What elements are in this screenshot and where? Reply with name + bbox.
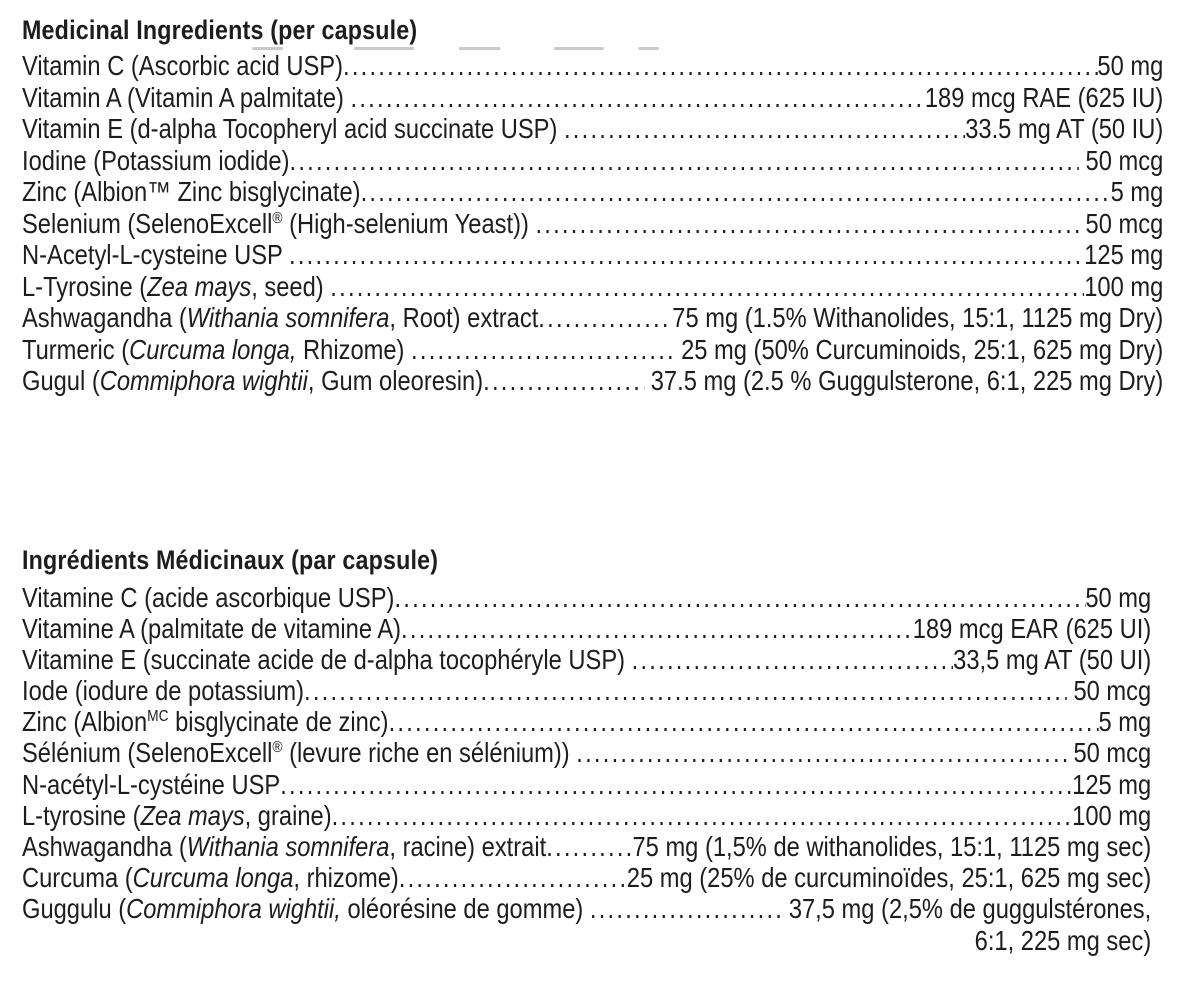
dot-leader <box>280 769 1072 800</box>
ingredient-amount: 100 mg <box>1072 799 1152 831</box>
ingredient-name <box>22 769 280 800</box>
ingredient-row <box>22 302 1163 334</box>
ingredient-name <box>22 334 411 366</box>
ingredient-amount: 189 mcg RAE (625 IU) <box>924 81 1164 113</box>
ingredient-name <box>22 208 535 240</box>
ingredient-text: Curcuma ( <box>22 862 133 894</box>
ingredient-amount: 75 mg (1.5% Withanolides, 15:1, 1125 mg Dry) <box>672 302 1164 333</box>
dot-leader <box>330 271 1084 303</box>
ingredient-name <box>22 893 590 924</box>
dot-leader <box>538 302 672 334</box>
ingredient-row <box>22 50 1163 82</box>
dot-leader <box>343 50 1097 82</box>
dot-leader <box>632 644 953 675</box>
ingredient-amount: 33.5 mg AT (50 IU) <box>965 113 1164 144</box>
ingredient-name <box>22 706 389 737</box>
ingredient-row <box>22 706 1151 737</box>
dot-leader <box>483 365 644 397</box>
ingredient-amount: 5 mg <box>1098 706 1152 738</box>
ingredient-amount: 125 mg <box>1084 239 1164 270</box>
ingredient-name <box>22 82 351 114</box>
section-medicinal-ingredients-en <box>22 14 1163 397</box>
dot-leader <box>590 893 782 924</box>
ingredient-row <box>22 82 1163 114</box>
dot-leader <box>332 800 1073 831</box>
ingredient-list-fr <box>22 582 1163 957</box>
ingredient-name <box>22 800 332 831</box>
ingredient-row <box>22 271 1163 303</box>
ingredient-amount: 50 mcg <box>1078 144 1164 176</box>
ingredient-amount: 33,5 mg AT (50 UI) <box>953 643 1152 675</box>
ingredient-text: Vitamin E (d-alpha Tocopheryl acid succinate USP) <box>22 113 564 144</box>
dot-leader <box>401 613 913 644</box>
ingredient-amount: 50 mcg <box>1078 207 1164 239</box>
ingredient-text: Vitamine C (acide ascorbique USP) <box>22 581 395 613</box>
ingredient-text: Iodine (Potassium iodide) <box>22 144 290 176</box>
ingredient-name <box>22 831 546 862</box>
species-name: Curcuma longa <box>132 862 294 894</box>
dot-leader <box>361 176 1111 208</box>
ingredient-name <box>22 113 564 145</box>
ingredient-row <box>22 644 1151 675</box>
ingredient-text: Iode (iodure de potassium) <box>22 675 304 707</box>
ingredient-text: oléorésine de gomme) <box>340 893 590 925</box>
ingredient-amount: 189 mcg EAR (625 UI) <box>912 612 1152 644</box>
ingredient-row <box>22 176 1163 208</box>
ingredient-row <box>22 582 1151 613</box>
ingredient-name <box>22 176 361 208</box>
ingredient-name <box>22 50 343 82</box>
dot-leader <box>399 862 627 893</box>
ingredient-text: Gugul ( <box>22 365 100 396</box>
ingredient-row <box>22 145 1163 177</box>
ingredient-amount: 37,5 mg (2,5% de guggulstérones, <box>782 893 1152 925</box>
ingredient-text: Vitamin A (Vitamin A palmitate) <box>22 81 351 113</box>
species-name: Withania somnifera <box>186 302 390 333</box>
ingredient-amount: 125 mg <box>1072 768 1152 800</box>
ingredient-name <box>22 145 289 177</box>
ingredient-text: Ashwagandha ( <box>22 831 187 862</box>
ingredient-row <box>22 831 1151 862</box>
dot-leader <box>289 239 1084 271</box>
ingredient-row <box>22 893 1151 924</box>
dot-leader <box>576 737 1067 768</box>
dot-leader <box>411 334 674 366</box>
print-artifact <box>233 47 681 52</box>
ingredient-text: , graine) <box>244 799 332 831</box>
dot-leader <box>394 582 1085 613</box>
species-name: Curcuma longa, <box>129 333 297 365</box>
ingredient-text: Zinc (Albion <box>22 706 148 738</box>
ingredient-text: Rhizome) <box>296 333 412 365</box>
species-name: Zea mays <box>147 270 252 302</box>
ingredient-name <box>22 582 394 613</box>
ingredient-text: , rhizome) <box>293 862 399 894</box>
ingredient-name <box>22 302 538 334</box>
ingredient-text: L-Tyrosine ( <box>22 270 148 302</box>
dot-leader <box>564 113 965 145</box>
ingredient-text: N-Acetyl-L-cysteine USP <box>22 239 289 270</box>
species-name: Commiphora wightii, <box>126 893 341 925</box>
ingredient-amount: 50 mcg <box>1066 737 1152 769</box>
ingredient-text: Vitamine A (palmitate de vitamine A) <box>22 612 402 644</box>
ingredient-amount: 75 mg (1,5% de withanolides, 15:1, 1125 mg sec) <box>632 831 1152 862</box>
species-name: Zea mays <box>140 799 245 831</box>
ingredient-name <box>22 675 304 706</box>
ingredient-amount-continued: 6:1, 225 mg sec) <box>974 924 1152 956</box>
ingredient-text: bisglycinate de zinc) <box>168 706 389 738</box>
ingredient-row <box>22 334 1163 366</box>
ingredient-text: , Gum oleoresin) <box>307 365 484 396</box>
dot-leader <box>546 831 632 862</box>
ingredient-text: , Root) extract <box>389 302 539 333</box>
trademark-symbol: ® <box>272 739 283 757</box>
ingredient-text: Zinc (Albion™ Zinc bisglycinate) <box>22 176 361 207</box>
ingredient-text: N-acétyl-L-cystéine USP <box>22 768 281 800</box>
species-name: Withania somnifera <box>186 831 390 862</box>
ingredient-row <box>22 862 1151 893</box>
ingredient-name <box>22 271 330 303</box>
ingredient-name <box>22 862 399 893</box>
ingredient-amount: 5 mg <box>1110 176 1164 207</box>
ingredient-row <box>22 113 1163 145</box>
ingredient-text: , racine) extrait <box>389 831 547 862</box>
ingredient-row <box>22 208 1163 240</box>
section-medicinal-ingredients-fr <box>22 544 1163 957</box>
ingredient-row <box>22 239 1163 271</box>
ingredient-name <box>22 365 483 397</box>
ingredient-amount: 25 mg (25% de curcuminoïdes, 25:1, 625 mg sec) <box>626 862 1152 894</box>
ingredient-row <box>22 737 1151 768</box>
ingredient-amount: 25 mg (50% Curcuminoids, 25:1, 625 mg Dry) <box>674 333 1164 365</box>
ingredient-name <box>22 737 576 768</box>
ingredient-text: Vitamine E (succinate acide de d-alpha tocophéryle USP) <box>22 643 632 675</box>
ingredient-text: Turmeric ( <box>22 333 130 365</box>
ingredient-amount: 50 mg <box>1085 581 1152 613</box>
trademark-symbol: ® <box>272 209 283 227</box>
ingredient-text: (levure riche en sélénium)) <box>282 737 577 769</box>
ingredient-name <box>22 644 632 675</box>
ingredient-amount: 50 mcg <box>1066 675 1152 707</box>
ingredient-text: , seed) <box>251 270 331 302</box>
trademark-symbol: MC <box>147 708 169 726</box>
ingredient-row <box>22 769 1151 800</box>
ingredient-text: Guggulu ( <box>22 893 127 925</box>
ingredient-amount: 100 mg <box>1084 270 1164 302</box>
ingredient-list-en <box>22 50 1163 397</box>
ingredient-row <box>22 675 1151 706</box>
ingredient-text: L-tyrosine ( <box>22 799 141 831</box>
ingredient-text: Sélénium (SelenoExcell <box>22 737 273 769</box>
ingredient-row <box>22 613 1151 644</box>
ingredient-text: Ashwagandha ( <box>22 302 187 333</box>
ingredient-name <box>22 239 289 271</box>
ingredient-text: (High-selenium Yeast)) <box>282 207 536 239</box>
label-content <box>22 14 1163 956</box>
ingredient-text: Vitamin C (Ascorbic acid USP) <box>22 50 344 81</box>
section-title-en: Medicinal Ingredients (per capsule) <box>22 15 418 45</box>
ingredient-amount: 37.5 mg (2.5 % Guggulsterone, 6:1, 225 mg Dry) <box>644 365 1164 396</box>
ingredient-name <box>22 613 401 644</box>
dot-leader <box>289 145 1078 177</box>
dot-leader <box>351 82 925 114</box>
ingredient-amount: 50 mg <box>1097 50 1164 81</box>
dot-leader <box>304 675 1067 706</box>
ingredient-row <box>22 365 1163 397</box>
species-name: Commiphora wightii <box>99 365 308 396</box>
section-title-fr: Ingrédients Médicinaux (par capsule) <box>22 544 439 575</box>
dot-leader <box>535 208 1079 240</box>
dot-leader <box>389 706 1099 737</box>
ingredient-row <box>22 800 1151 831</box>
ingredient-text: Selenium (SelenoExcell <box>22 207 273 239</box>
